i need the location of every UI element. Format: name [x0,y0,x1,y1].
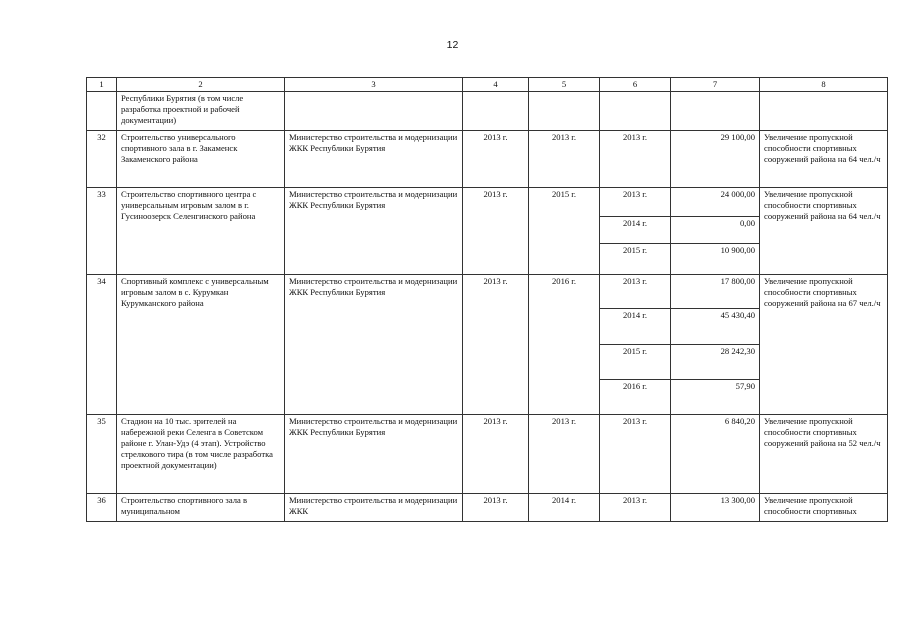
activity-name: Строительство спортивного зала в муниципальном [117,494,285,522]
funding-amount: 6 840,20 [671,415,760,494]
funding-year: 2014 г. [600,309,671,345]
start-year: 2013 г. [463,131,529,188]
row-number: 35 [87,415,117,494]
start-year: 2013 г. [463,494,529,522]
table-row [87,131,888,188]
expected-result: Увеличение пропускной способности спортивных сооружений района на 67 чел./ч [760,275,888,415]
row-number: 32 [87,131,117,188]
funding-amount: 17 800,00 [671,275,760,309]
funding-year: 2013 г. [600,131,671,188]
col-header-5: 5 [529,78,600,92]
col-header-7: 7 [671,78,760,92]
funding-year: 2016 г. [600,380,671,415]
executor: Министерство строительства и модернизации ЖКК Республики Бурятия [285,415,463,494]
executor: Министерство строительства и модернизации ЖКК Республики Бурятия [285,188,463,275]
col-header-2: 2 [117,78,285,92]
funding-amount: 0,00 [671,217,760,244]
activity-name: Строительство спортивного центра с универсальным игровым залом в г. Гусиноозерск Селенгинского района [117,188,285,275]
end-year: 2014 г. [529,494,600,522]
col-header-8: 8 [760,78,888,92]
row-number: 34 [87,275,117,415]
end-year: 2015 г. [529,188,600,275]
start-year: 2013 г. [463,415,529,494]
funding-year: 2014 г. [600,217,671,244]
table-row [87,494,888,522]
end-year: 2013 г. [529,415,600,494]
end-year: 2013 г. [529,131,600,188]
expected-result: Увеличение пропускной способности спортивных [760,494,888,522]
row-number: 33 [87,188,117,275]
col-header-3: 3 [285,78,463,92]
funding-amount: 13 300,00 [671,494,760,522]
activities-table [86,77,888,522]
activity-name: Стадион на 10 тыс. зрителей на набережной реки Селенга в Советском районе г. Улан-Удэ (4 этап). Устройство стрелкового тира (в том числе разработка проектной документации) [117,415,285,494]
expected-result: Увеличение пропускной способности спортивных сооружений района на 64 чел./ч [760,131,888,188]
col-header-1: 1 [87,78,117,92]
col-header-4: 4 [463,78,529,92]
expected-result: Увеличение пропускной способности спортивных сооружений района на 52 чел./ч [760,415,888,494]
table-row [87,415,888,494]
funding-amount: 45 430,40 [671,309,760,345]
funding-year: 2015 г. [600,244,671,275]
executor: Министерство строительства и модернизации ЖКК Республики Бурятия [285,131,463,188]
funding-year: 2013 г. [600,415,671,494]
start-year: 2013 г. [463,188,529,275]
table-row [87,92,888,131]
page-number: 12 [446,39,459,51]
column-number-row [87,78,888,92]
funding-amount: 10 900,00 [671,244,760,275]
funding-year: 2013 г. [600,275,671,309]
col-header-6: 6 [600,78,671,92]
start-year: 2013 г. [463,275,529,415]
funding-year: 2013 г. [600,188,671,217]
executor: Министерство строительства и модернизации ЖКК [285,494,463,522]
activity-name: Строительство универсального спортивного зала в г. Закаменск Закаменского района [117,131,285,188]
row-number [87,92,117,131]
funding-year: 2013 г. [600,494,671,522]
activity-name: Республики Бурятия (в том числе разработка проектной и рабочей документации) [117,92,285,131]
funding-amount: 24 000,00 [671,188,760,217]
table-row [87,275,888,309]
row-number: 36 [87,494,117,522]
funding-year: 2015 г. [600,345,671,380]
executor: Министерство строительства и модернизации ЖКК Республики Бурятия [285,275,463,415]
funding-amount: 57,90 [671,380,760,415]
funding-amount: 29 100,00 [671,131,760,188]
activity-name: Спортивный комплекс с универсальным игровым залом в с. Курумкан Курумканского района [117,275,285,415]
table-row [87,188,888,217]
end-year: 2016 г. [529,275,600,415]
expected-result: Увеличение пропускной способности спортивных сооружений района на 64 чел./ч [760,188,888,275]
funding-amount: 28 242,30 [671,345,760,380]
